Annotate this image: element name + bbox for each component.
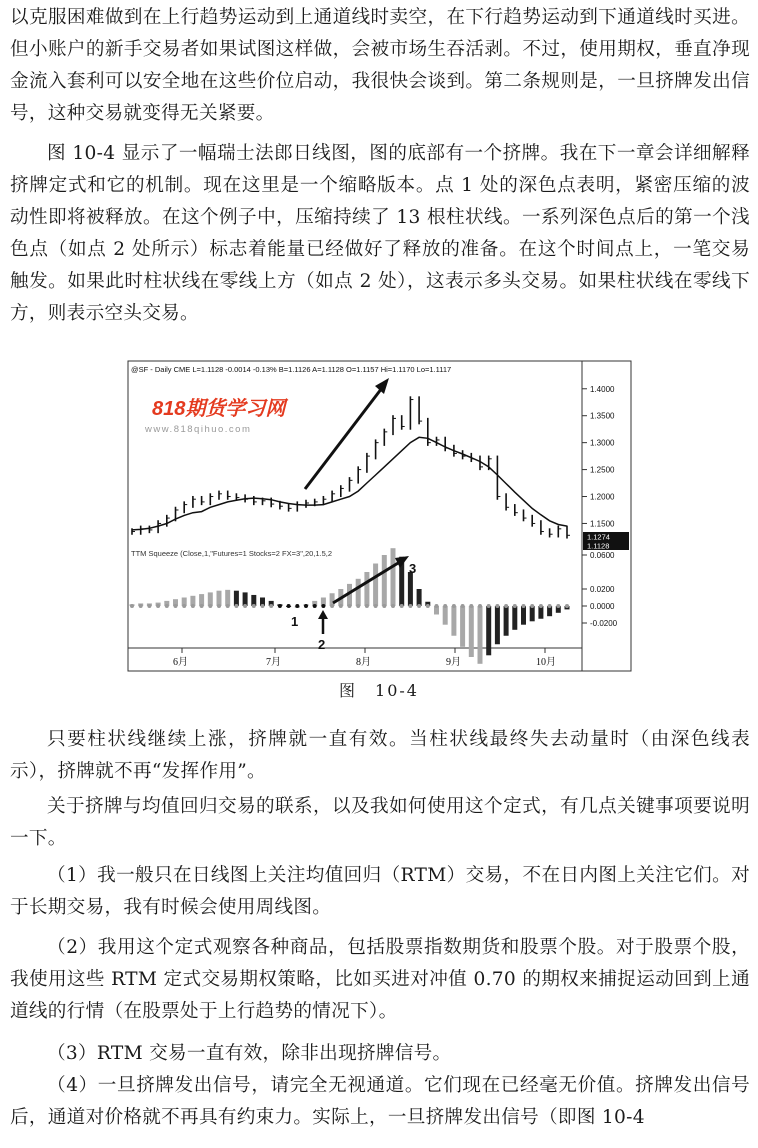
squeeze-dot xyxy=(165,604,169,608)
squeeze-dot xyxy=(469,604,473,608)
time-tick-label: 7月 xyxy=(266,657,281,668)
squeeze-dot xyxy=(495,604,499,608)
momentum-bar xyxy=(225,590,230,606)
momentum-bar xyxy=(373,564,378,607)
momentum-bar xyxy=(469,606,474,657)
squeeze-dot xyxy=(226,604,230,608)
squeeze-dot xyxy=(365,604,369,608)
momentum-bar xyxy=(504,606,509,636)
squeeze-dot xyxy=(130,604,134,608)
squeeze-dot xyxy=(504,604,508,608)
squeeze-dot xyxy=(548,604,552,608)
squeeze-dot xyxy=(182,604,186,608)
time-tick-label: 9月 xyxy=(446,657,461,668)
price-tick-label: 1.2000 xyxy=(590,492,615,502)
momentum-bar xyxy=(382,555,387,606)
squeeze-dot xyxy=(156,604,160,608)
squeeze-dot xyxy=(174,604,178,608)
figure-caption: 图 10-4 xyxy=(339,681,419,700)
squeeze-dot xyxy=(417,604,421,608)
squeeze-dot xyxy=(556,604,560,608)
watermark-url: www.818qihuo.com xyxy=(145,424,252,435)
paragraph-8: （4）一旦挤牌发出信号，请完全无视通道。它们现在已经毫无价值。挤牌发出信号后，通道对价格就不再具有约束力。实际上，一旦挤牌发出信号（即图 10-4 xyxy=(10,1075,750,1128)
price-tick-label: 1.1500 xyxy=(590,519,615,529)
squeeze-dot xyxy=(330,604,334,608)
momentum-bar xyxy=(391,548,396,606)
chart-header-text: @SF - Daily CME L=1.1128 -0.0014 -0.13% B=1.1126 A=1.1128 O=1.1157 Hi=1.1170 Lo=1.1117 xyxy=(131,365,452,374)
momentum-bar xyxy=(243,592,248,606)
paragraph-7: （3）RTM 交易一直有效，除非出现挤牌信号。 xyxy=(47,1043,452,1064)
squeeze-dot xyxy=(304,604,308,608)
squeeze-dot xyxy=(252,604,256,608)
momentum-bar xyxy=(364,572,369,606)
squeeze-dot xyxy=(234,604,238,608)
momentum-bar xyxy=(208,592,213,606)
time-tick-label: 8月 xyxy=(356,657,371,668)
squeeze-dot xyxy=(408,604,412,608)
paragraph-3: 只要柱状线继续上涨，挤牌就一直有效。当柱状线最终失去动量时（由深色线表示），挤牌就不再“发挥作用”。 xyxy=(10,729,750,782)
momentum-bar xyxy=(417,589,422,606)
indicator-tick-label: 0.0000 xyxy=(590,602,615,611)
paragraph-2: 图 10-4 显示了一幅瑞士法郎日线图，图的底部有一个挤牌。我在下一章会详细解释挤牌定式和它的机制。现在这里是一个缩略版本。点 1 处的深色点表明，紧密压缩的波动性即将被释放。在这个例子中，压缩持续了 13 根柱状线。一系列深色点后的第一个浅色点（如点 2 处所示）标志着能量已经做好了释放的准备。在这个时间点上，一笔交易触发。如果此时柱状线在零线上方（如点 2 处），这表示多头交易。如果柱状线在零线下方，则表示空头交易。 xyxy=(10,143,750,324)
price-tick-label: 1.3000 xyxy=(590,438,615,448)
squeeze-dot xyxy=(269,604,273,608)
price-tick-label: 1.2500 xyxy=(590,465,615,475)
watermark-logo: 818期货学习网 xyxy=(152,398,286,420)
indicator-tick-label: -0.0200 xyxy=(590,619,618,628)
momentum-bar xyxy=(217,591,222,606)
momentum-bar xyxy=(451,606,456,636)
indicator-tick-label: 0.0200 xyxy=(590,585,615,594)
indicator-label: TTM Squeeze (Close,1,"Futures=1 Stocks=2 FX=3",20,1.5,2 xyxy=(131,549,333,558)
squeeze-dot xyxy=(313,604,317,608)
momentum-bar xyxy=(443,606,448,625)
momentum-bar xyxy=(521,606,526,625)
point-2-label: 2 xyxy=(318,637,326,652)
paragraph-5: （1）我一般只在日线图上关注均值回归（RTM）交易，不在日内图上关注它们。对于长期交易，我有时候会使用周线图。 xyxy=(10,865,750,918)
squeeze-dot xyxy=(200,604,204,608)
squeeze-dot xyxy=(443,604,447,608)
squeeze-dot xyxy=(382,604,386,608)
squeeze-dot xyxy=(513,604,517,608)
squeeze-dot xyxy=(426,604,430,608)
squeeze-dot xyxy=(461,604,465,608)
momentum-bar xyxy=(495,606,500,644)
squeeze-dot xyxy=(191,604,195,608)
squeeze-dot xyxy=(339,604,343,608)
squeeze-dot xyxy=(565,604,569,608)
momentum-bar xyxy=(530,606,535,621)
squeeze-dot xyxy=(321,604,325,608)
paragraph-4: 关于挤牌与均值回归交易的联系，以及我如何使用这个定式，有几点关键事项要说明一下。 xyxy=(10,796,750,849)
momentum-bar xyxy=(486,606,491,655)
squeeze-dot xyxy=(400,604,404,608)
squeeze-dot xyxy=(356,604,360,608)
squeeze-dot xyxy=(487,604,491,608)
last-price-low: 1.1128 xyxy=(587,541,610,551)
price-tick-label: 1.4000 xyxy=(590,384,615,394)
squeeze-dot xyxy=(287,604,291,608)
squeeze-dot xyxy=(139,604,143,608)
squeeze-dot xyxy=(522,604,526,608)
squeeze-dot xyxy=(478,604,482,608)
point-1-label: 1 xyxy=(291,614,299,629)
paragraph-1: 以克服困难做到在上行趋势运动到上通道线时卖空，在下行趋势运动到下通道线时买进。但小账户的新手交易者如果试图这样做，会被市场生吞活剥。不过，使用期权，垂直净现金流入套利可以安全地在这些价位启动，我很快会谈到。第二条规则是，一旦挤牌发出信号，这种交易就变得无关紧要。 xyxy=(10,7,750,124)
time-tick-label: 10月 xyxy=(536,657,556,668)
momentum-bar xyxy=(478,606,483,664)
squeeze-dot xyxy=(391,604,395,608)
squeeze-dot xyxy=(261,604,265,608)
squeeze-dot xyxy=(295,604,299,608)
squeeze-dot xyxy=(435,604,439,608)
price-tick-label: 1.3500 xyxy=(590,411,615,421)
chart-canvas xyxy=(127,360,632,672)
squeeze-dot xyxy=(374,604,378,608)
momentum-bar xyxy=(460,606,465,647)
squeeze-dot xyxy=(348,604,352,608)
squeeze-dot xyxy=(530,604,534,608)
squeeze-dot xyxy=(243,604,247,608)
squeeze-dot xyxy=(452,604,456,608)
indicator-tick-label: 0.0600 xyxy=(590,551,615,560)
momentum-bar xyxy=(234,591,239,606)
squeeze-dot xyxy=(217,604,221,608)
momentum-bar xyxy=(356,579,361,606)
last-price-high: 1.1274 xyxy=(587,532,610,542)
squeeze-dot xyxy=(278,604,282,608)
squeeze-dot xyxy=(147,604,151,608)
paragraph-6: （2）我用这个定式观察各种商品，包括股票指数期货和股票个股。对于股票个股，我使用这些 RTM 定式交易期权策略，比如买进对冲值 0.70 的期权来捕捉运动回到上通道线的行情（在股票处于上行趋势的情况下）。 xyxy=(10,937,750,1022)
squeeze-dot xyxy=(208,604,212,608)
squeeze-dot xyxy=(539,604,543,608)
swiss-franc-daily-chart xyxy=(127,360,632,672)
time-tick-label: 6月 xyxy=(173,657,188,668)
momentum-bar xyxy=(512,606,517,630)
momentum-bar xyxy=(408,572,413,606)
point-3-label: 3 xyxy=(409,561,417,576)
